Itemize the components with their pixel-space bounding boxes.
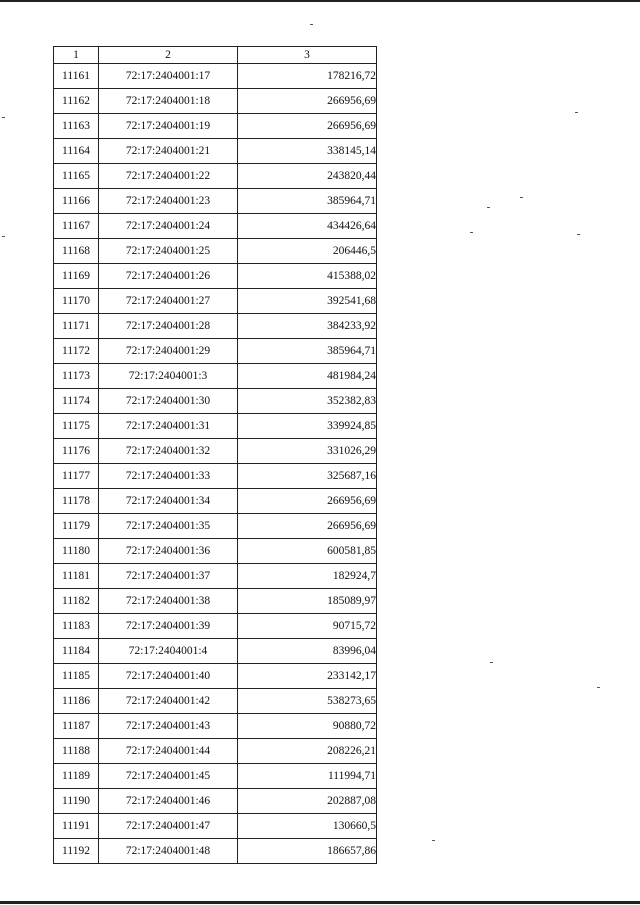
value-cell: 434426,64 [238,214,377,239]
value-cell: 186657,86 [238,839,377,864]
row-number-cell: 11172 [54,339,99,364]
table-row [54,614,377,639]
scan-speck [310,24,313,25]
column-header: 1 [54,47,99,64]
cadastral-number-cell: 72:17:2404001:44 [99,739,238,764]
table-row [54,564,377,589]
value-cell: 206446,5 [238,239,377,264]
cadastral-number-cell: 72:17:2404001:38 [99,589,238,614]
cadastral-number-cell: 72:17:2404001:35 [99,514,238,539]
scan-speck [577,234,580,235]
cadastral-number-cell: 72:17:2404001:48 [99,839,238,864]
table-row [54,464,377,489]
table-row [54,489,377,514]
cadastral-number-cell: 72:17:2404001:3 [99,364,238,389]
row-number-cell: 11169 [54,264,99,289]
row-number-cell: 11179 [54,514,99,539]
value-cell: 266956,69 [238,489,377,514]
row-number-cell: 11162 [54,89,99,114]
cadastral-number-cell: 72:17:2404001:32 [99,439,238,464]
table-row [54,164,377,189]
value-cell: 266956,69 [238,89,377,114]
row-number-cell: 11181 [54,564,99,589]
table-row [54,414,377,439]
value-cell: 233142,17 [238,664,377,689]
cadastral-number-cell: 72:17:2404001:22 [99,164,238,189]
value-cell: 392541,68 [238,289,377,314]
scan-speck [470,232,473,233]
table-row [54,314,377,339]
table-row [54,439,377,464]
table-row [54,389,377,414]
row-number-cell: 11186 [54,689,99,714]
table-row [54,214,377,239]
cadastral-number-cell: 72:17:2404001:36 [99,539,238,564]
cadastral-number-cell: 72:17:2404001:31 [99,414,238,439]
row-number-cell: 11165 [54,164,99,189]
row-number-cell: 11187 [54,714,99,739]
value-cell: 182924,7 [238,564,377,589]
row-number-cell: 11171 [54,314,99,339]
row-number-cell: 11167 [54,214,99,239]
cadastral-number-cell: 72:17:2404001:33 [99,464,238,489]
scan-speck [487,207,490,208]
table-row [54,764,377,789]
value-cell: 331026,29 [238,439,377,464]
value-cell: 538273,65 [238,689,377,714]
row-number-cell: 11166 [54,189,99,214]
table-row [54,339,377,364]
value-cell: 83996,04 [238,639,377,664]
row-number-cell: 11170 [54,289,99,314]
cadastral-number-cell: 72:17:2404001:42 [99,689,238,714]
cadastral-number-cell: 72:17:2404001:26 [99,264,238,289]
table-row [54,514,377,539]
table-row [54,189,377,214]
table-row [54,789,377,814]
row-number-cell: 11164 [54,139,99,164]
table-row [54,364,377,389]
table-row [54,739,377,764]
row-number-cell: 11183 [54,614,99,639]
value-cell: 385964,71 [238,189,377,214]
cadastral-number-cell: 72:17:2404001:4 [99,639,238,664]
scan-speck [2,236,5,237]
row-number-cell: 11188 [54,739,99,764]
cadastral-number-cell: 72:17:2404001:17 [99,64,238,89]
table-row [54,64,377,89]
table-row [54,89,377,114]
cadastral-number-cell: 72:17:2404001:47 [99,814,238,839]
cadastral-number-cell: 72:17:2404001:30 [99,389,238,414]
value-cell: 600581,85 [238,539,377,564]
cadastral-number-cell: 72:17:2404001:46 [99,789,238,814]
cadastral-number-cell: 72:17:2404001:21 [99,139,238,164]
table-row [54,589,377,614]
data-table [53,46,377,864]
value-cell: 130660,5 [238,814,377,839]
table-row [54,714,377,739]
table-body [54,64,377,864]
value-cell: 111994,71 [238,764,377,789]
value-cell: 338145,14 [238,139,377,164]
cadastral-number-cell: 72:17:2404001:25 [99,239,238,264]
value-cell: 266956,69 [238,114,377,139]
column-header: 2 [99,47,238,64]
value-cell: 90715,72 [238,614,377,639]
row-number-cell: 11189 [54,764,99,789]
cadastral-number-cell: 72:17:2404001:45 [99,764,238,789]
scan-speck [575,112,578,113]
value-cell: 339924,85 [238,414,377,439]
column-header: 3 [238,47,377,64]
cadastral-number-cell: 72:17:2404001:19 [99,114,238,139]
row-number-cell: 11176 [54,439,99,464]
table-row [54,289,377,314]
cadastral-number-cell: 72:17:2404001:34 [99,489,238,514]
table-row [54,814,377,839]
value-cell: 178216,72 [238,64,377,89]
table-row [54,239,377,264]
scan-speck [2,117,5,118]
value-cell: 325687,16 [238,464,377,489]
row-number-cell: 11190 [54,789,99,814]
table-row [54,639,377,664]
value-cell: 384233,92 [238,314,377,339]
value-cell: 202887,08 [238,789,377,814]
value-cell: 415388,02 [238,264,377,289]
cadastral-number-cell: 72:17:2404001:37 [99,564,238,589]
row-number-cell: 11191 [54,814,99,839]
row-number-cell: 11180 [54,539,99,564]
cadastral-number-cell: 72:17:2404001:29 [99,339,238,364]
cadastral-number-cell: 72:17:2404001:27 [99,289,238,314]
row-number-cell: 11175 [54,414,99,439]
page-top-edge [0,0,640,2]
value-cell: 208226,21 [238,739,377,764]
table-row [54,539,377,564]
table-row [54,689,377,714]
cadastral-number-cell: 72:17:2404001:28 [99,314,238,339]
cadastral-number-cell: 72:17:2404001:18 [99,89,238,114]
table-row [54,839,377,864]
row-number-cell: 11174 [54,389,99,414]
row-number-cell: 11185 [54,664,99,689]
row-number-cell: 11178 [54,489,99,514]
value-cell: 481984,24 [238,364,377,389]
table-header-row [54,47,377,64]
scan-speck [490,662,493,663]
table-row [54,139,377,164]
table-row [54,114,377,139]
table-row [54,664,377,689]
cadastral-number-cell: 72:17:2404001:43 [99,714,238,739]
page-bottom-edge [0,901,640,904]
scan-speck [432,840,435,841]
row-number-cell: 11182 [54,589,99,614]
cadastral-number-cell: 72:17:2404001:39 [99,614,238,639]
row-number-cell: 11184 [54,639,99,664]
row-number-cell: 11161 [54,64,99,89]
cadastral-number-cell: 72:17:2404001:24 [99,214,238,239]
row-number-cell: 11173 [54,364,99,389]
value-cell: 90880,72 [238,714,377,739]
cadastral-number-cell: 72:17:2404001:23 [99,189,238,214]
value-cell: 352382,83 [238,389,377,414]
scan-speck [597,687,600,688]
table-row [54,264,377,289]
value-cell: 385964,71 [238,339,377,364]
cadastral-number-cell: 72:17:2404001:40 [99,664,238,689]
row-number-cell: 11163 [54,114,99,139]
row-number-cell: 11192 [54,839,99,864]
value-cell: 243820,44 [238,164,377,189]
row-number-cell: 11168 [54,239,99,264]
scan-speck [520,197,523,198]
value-cell: 185089,97 [238,589,377,614]
value-cell: 266956,69 [238,514,377,539]
row-number-cell: 11177 [54,464,99,489]
